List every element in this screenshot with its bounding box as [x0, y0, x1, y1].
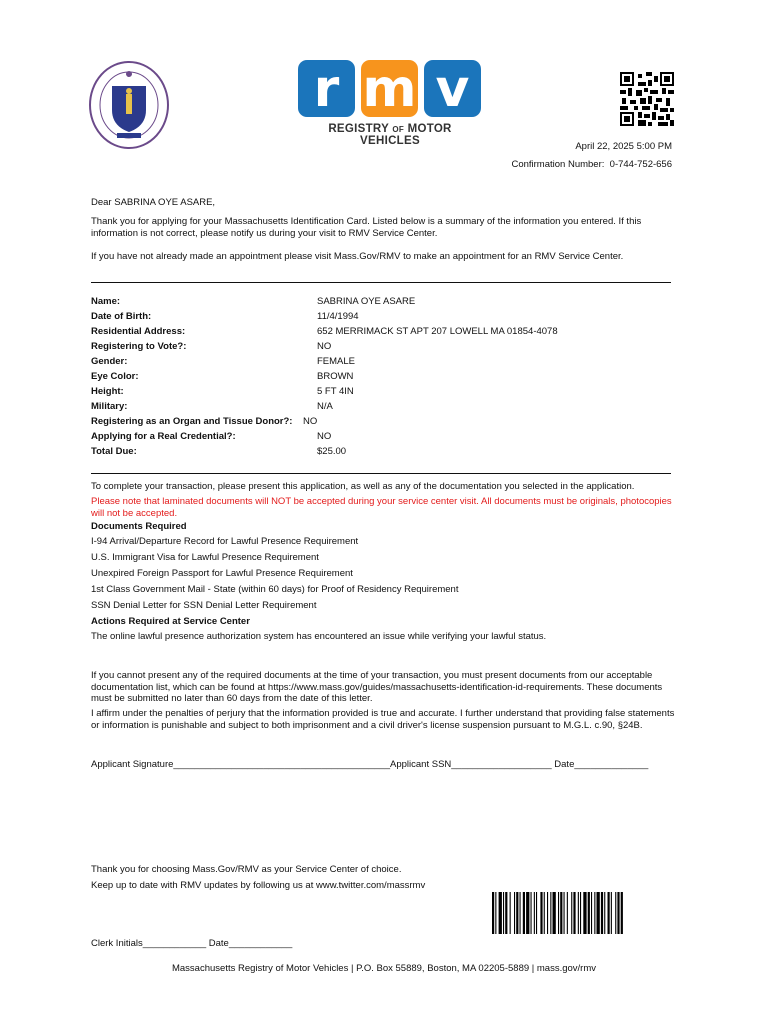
affirmation-paragraph: I affirm under the penalties of perjury that the information provided is true and accurate. I further understand that providing false statements or information is punishable and subject to both imprisonment and a civil driver's license suspension pursuant to M.G.L. c.90, §24B. [91, 708, 675, 731]
confirmation-number: Confirmation Number: 0-744-752-656 [511, 159, 672, 170]
summary-row: Eye Color: BROWN [91, 371, 354, 382]
appointment-paragraph: If you have not already made an appointment please visit Mass.Gov/RMV to make an appointment for an RMV Service Center. [91, 251, 624, 262]
logo-letter-m: m [362, 58, 417, 119]
summary-row: Applying for a Real Credential?: NO [91, 431, 332, 442]
clerk-initials-line: Clerk Initials____________ Date____________ [91, 938, 293, 949]
footer-address: Massachusetts Registry of Motor Vehicles | P.O. Box 55889, Boston, MA 02205-5889 | mass.gov/rmv [171, 963, 597, 974]
massachusetts-seal [88, 60, 170, 150]
summary-row: Height: 5 FT 4IN [91, 386, 354, 397]
document-item: 1st Class Government Mail - State (within 60 days) for Proof of Residency Requirement [91, 584, 459, 595]
documents-heading: Documents Required [91, 521, 187, 532]
summary-row: Total Due: $25.00 [91, 446, 347, 457]
date-time: April 22, 2025 5:00 PM [575, 141, 672, 152]
cannot-present-paragraph: If you cannot present any of the required documents at the time of your transaction, you must present documents from our acceptable documentation list, which can be found at https://www.mass.gov/guides/massachusetts-identification-id-requirements. These documents must be submitted no later than 60 days from the date of this letter. [91, 670, 663, 704]
intro-paragraph: Thank you for applying for your Massachusetts Identification Card. Listed below is a summary of the information you entered. If this information is not correct, please notify us during your visit to RMV Service Center. [91, 216, 642, 239]
thanks-line: Thank you for choosing Mass.Gov/RMV as your Service Center of choice. [91, 864, 402, 875]
twitter-line: Keep up to date with RMV updates by following us at www.twitter.com/massrmv [91, 880, 426, 891]
greeting: Dear SABRINA OYE ASARE, [91, 197, 216, 208]
document-item: Unexpired Foreign Passport for Lawful Presence Requirement [91, 568, 353, 579]
summary-row: Gender: FEMALE [91, 356, 356, 367]
document-item: U.S. Immigrant Visa for Lawful Presence Requirement [91, 552, 319, 563]
summary-row: Name: SABRINA OYE ASARE [91, 296, 416, 307]
barcode-icon [492, 892, 674, 934]
complete-instructions: To complete your transaction, please present this application, as well as any of the documentation you selected in the application. [91, 481, 635, 492]
summary-row: Date of Birth: 11/4/1994 [91, 311, 359, 322]
qr-code-icon [620, 72, 674, 126]
summary-row: Registering to Vote?: NO [91, 341, 332, 352]
actions-heading: Actions Required at Service Center [91, 616, 250, 627]
logo-letter-r: r [298, 60, 355, 117]
document-item: SSN Denial Letter for SSN Denial Letter Requirement [91, 600, 317, 611]
document-item: I-94 Arrival/Departure Record for Lawful Presence Requirement [91, 536, 359, 547]
summary-row: Residential Address: 652 MERRIMACK ST APT 207 LOWELL MA 01854-4078 [91, 326, 558, 337]
laminated-warning: Please note that laminated documents will NOT be accepted during your service center visit. All documents must be originals, photocopies will not be accepted. [91, 496, 672, 519]
summary-row: Military: N/A [91, 401, 333, 412]
logo-letter-v: v [424, 60, 481, 117]
divider [91, 282, 671, 283]
rmv-logo [298, 58, 482, 147]
summary-row: Registering as an Organ and Tissue Donor?: NO [91, 416, 318, 427]
logo-subtitle: REGISTRY OF MOTOR VEHICLES [328, 123, 452, 147]
signature-line: Applicant Signature_________________________________________Applicant SSN___________________ Date______________ [91, 759, 649, 770]
divider [91, 473, 671, 474]
actions-text: The online lawful presence authorization system has encountered an issue while verifying your lawful status. [91, 631, 547, 642]
